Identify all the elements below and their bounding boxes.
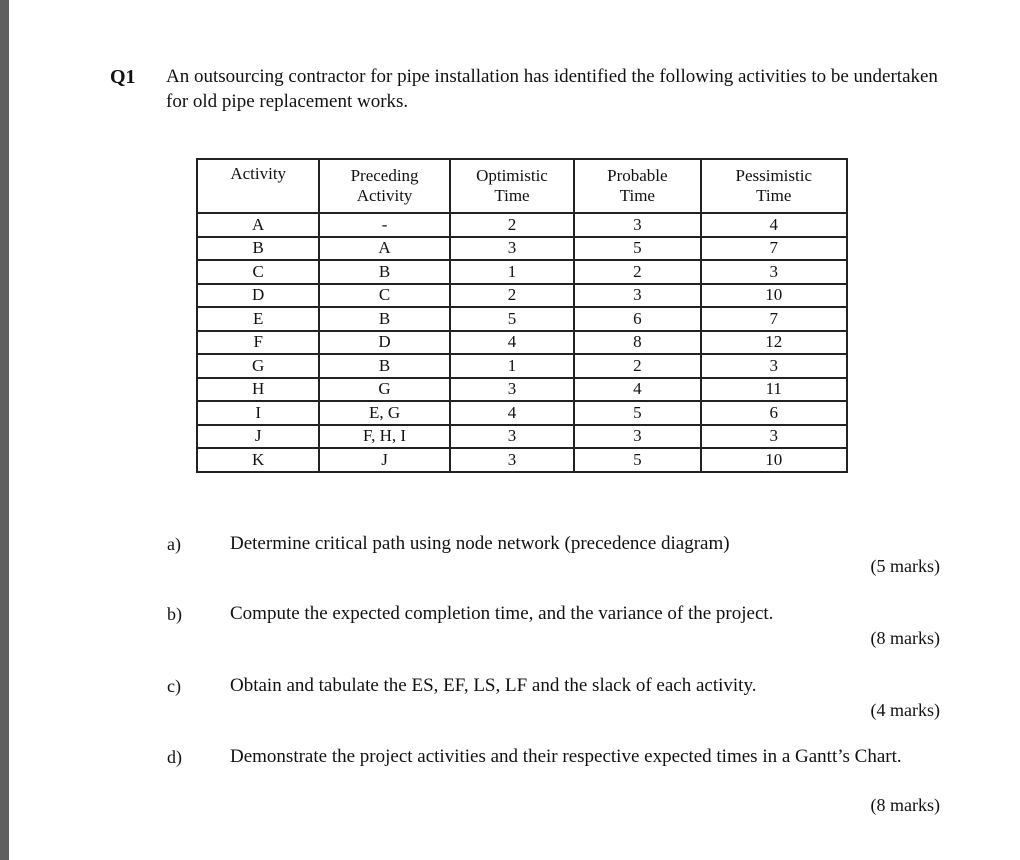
header-line: Time xyxy=(619,186,655,205)
cell-activity: D xyxy=(197,284,319,308)
table-row xyxy=(197,213,847,237)
cell-optimistic: 3 xyxy=(450,378,574,402)
table-row xyxy=(197,331,847,355)
cell-preceding: A xyxy=(319,237,449,261)
table-row xyxy=(197,401,847,425)
cell-optimistic: 3 xyxy=(450,425,574,449)
table-row xyxy=(197,284,847,308)
cell-pessimistic: 7 xyxy=(701,237,847,261)
cell-probable: 3 xyxy=(574,425,700,449)
question-text: An outsourcing contractor for pipe installation has identified the following activities to be undertaken for old pipe replacement works. xyxy=(166,66,938,112)
part-text: Compute the expected completion time, and the variance of the project. xyxy=(230,603,774,624)
cell-activity: A xyxy=(197,213,319,237)
cell-probable: 3 xyxy=(574,284,700,308)
table-row xyxy=(197,237,847,261)
question-number: Q1 xyxy=(110,66,136,88)
cell-pessimistic: 7 xyxy=(701,307,847,331)
cell-preceding: B xyxy=(319,307,449,331)
cell-probable: 4 xyxy=(574,378,700,402)
cell-preceding: E, G xyxy=(319,401,449,425)
cell-probable: 5 xyxy=(574,401,700,425)
part-letter: d) xyxy=(167,747,182,767)
part-text: Determine critical path using node network (precedence diagram) xyxy=(230,533,730,554)
cell-probable: 5 xyxy=(574,448,700,472)
header-line: Time xyxy=(756,186,792,205)
cell-pessimistic: 3 xyxy=(701,354,847,378)
cell-optimistic: 3 xyxy=(450,237,574,261)
cell-activity: J xyxy=(197,425,319,449)
cell-preceding: B xyxy=(319,354,449,378)
cell-probable: 5 xyxy=(574,237,700,261)
cell-activity: B xyxy=(197,237,319,261)
header-line: Pessimistic xyxy=(735,166,813,185)
part-letter: c) xyxy=(167,676,181,696)
header-activity-label: Activity xyxy=(230,164,287,183)
cell-preceding: J xyxy=(319,448,449,472)
cell-pessimistic: 11 xyxy=(701,378,847,402)
part-marks: (8 marks) xyxy=(870,628,940,648)
cell-optimistic: 3 xyxy=(450,448,574,472)
cell-optimistic: 1 xyxy=(450,354,574,378)
cell-activity: K xyxy=(197,448,319,472)
header-line: Preceding xyxy=(350,166,419,185)
cell-pessimistic: 4 xyxy=(701,213,847,237)
cell-optimistic: 4 xyxy=(450,401,574,425)
cell-pessimistic: 10 xyxy=(701,284,847,308)
part-letter: a) xyxy=(167,534,181,554)
cell-preceding: B xyxy=(319,260,449,284)
cell-activity: C xyxy=(197,260,319,284)
cell-pessimistic: 3 xyxy=(701,260,847,284)
cell-activity: H xyxy=(197,378,319,402)
header-line: Time xyxy=(494,186,530,205)
cell-activity: I xyxy=(197,401,319,425)
cell-preceding: F, H, I xyxy=(319,425,449,449)
table-row xyxy=(197,378,847,402)
cell-preceding: C xyxy=(319,284,449,308)
part-letter: b) xyxy=(167,604,182,624)
table-row xyxy=(197,260,847,284)
part-text: Obtain and tabulate the ES, EF, LS, LF and the slack of each activity. xyxy=(230,675,757,696)
cell-probable: 2 xyxy=(574,260,700,284)
header-line: Probable xyxy=(607,166,668,185)
header-activity xyxy=(197,159,319,213)
cell-preceding: D xyxy=(319,331,449,355)
part-text: Demonstrate the project activities and their respective expected times in a Gantt’s Chart. xyxy=(230,746,902,767)
table-row xyxy=(197,307,847,331)
table-row xyxy=(197,448,847,472)
header-optimistic-time xyxy=(450,159,574,213)
activities-table xyxy=(196,158,848,473)
part-marks: (5 marks) xyxy=(870,556,940,576)
table-header-row xyxy=(197,159,847,213)
cell-pessimistic: 6 xyxy=(701,401,847,425)
part-marks: (4 marks) xyxy=(870,700,940,720)
part-marks: (8 marks) xyxy=(870,795,940,815)
cell-activity: G xyxy=(197,354,319,378)
table-row xyxy=(197,354,847,378)
page-edge-bar xyxy=(0,0,9,860)
cell-optimistic: 4 xyxy=(450,331,574,355)
cell-optimistic: 5 xyxy=(450,307,574,331)
cell-pessimistic: 12 xyxy=(701,331,847,355)
header-pessimistic-time xyxy=(701,159,847,213)
cell-optimistic: 1 xyxy=(450,260,574,284)
cell-probable: 3 xyxy=(574,213,700,237)
cell-pessimistic: 10 xyxy=(701,448,847,472)
cell-activity: E xyxy=(197,307,319,331)
cell-pessimistic: 3 xyxy=(701,425,847,449)
header-line: Optimistic xyxy=(476,166,548,185)
cell-optimistic: 2 xyxy=(450,284,574,308)
cell-probable: 6 xyxy=(574,307,700,331)
header-line: Activity xyxy=(356,186,413,205)
cell-preceding: - xyxy=(319,213,449,237)
cell-optimistic: 2 xyxy=(450,213,574,237)
cell-probable: 8 xyxy=(574,331,700,355)
cell-activity: F xyxy=(197,331,319,355)
cell-preceding: G xyxy=(319,378,449,402)
cell-probable: 2 xyxy=(574,354,700,378)
table-row xyxy=(197,425,847,449)
header-preceding-activity xyxy=(319,159,449,213)
header-probable-time xyxy=(574,159,700,213)
